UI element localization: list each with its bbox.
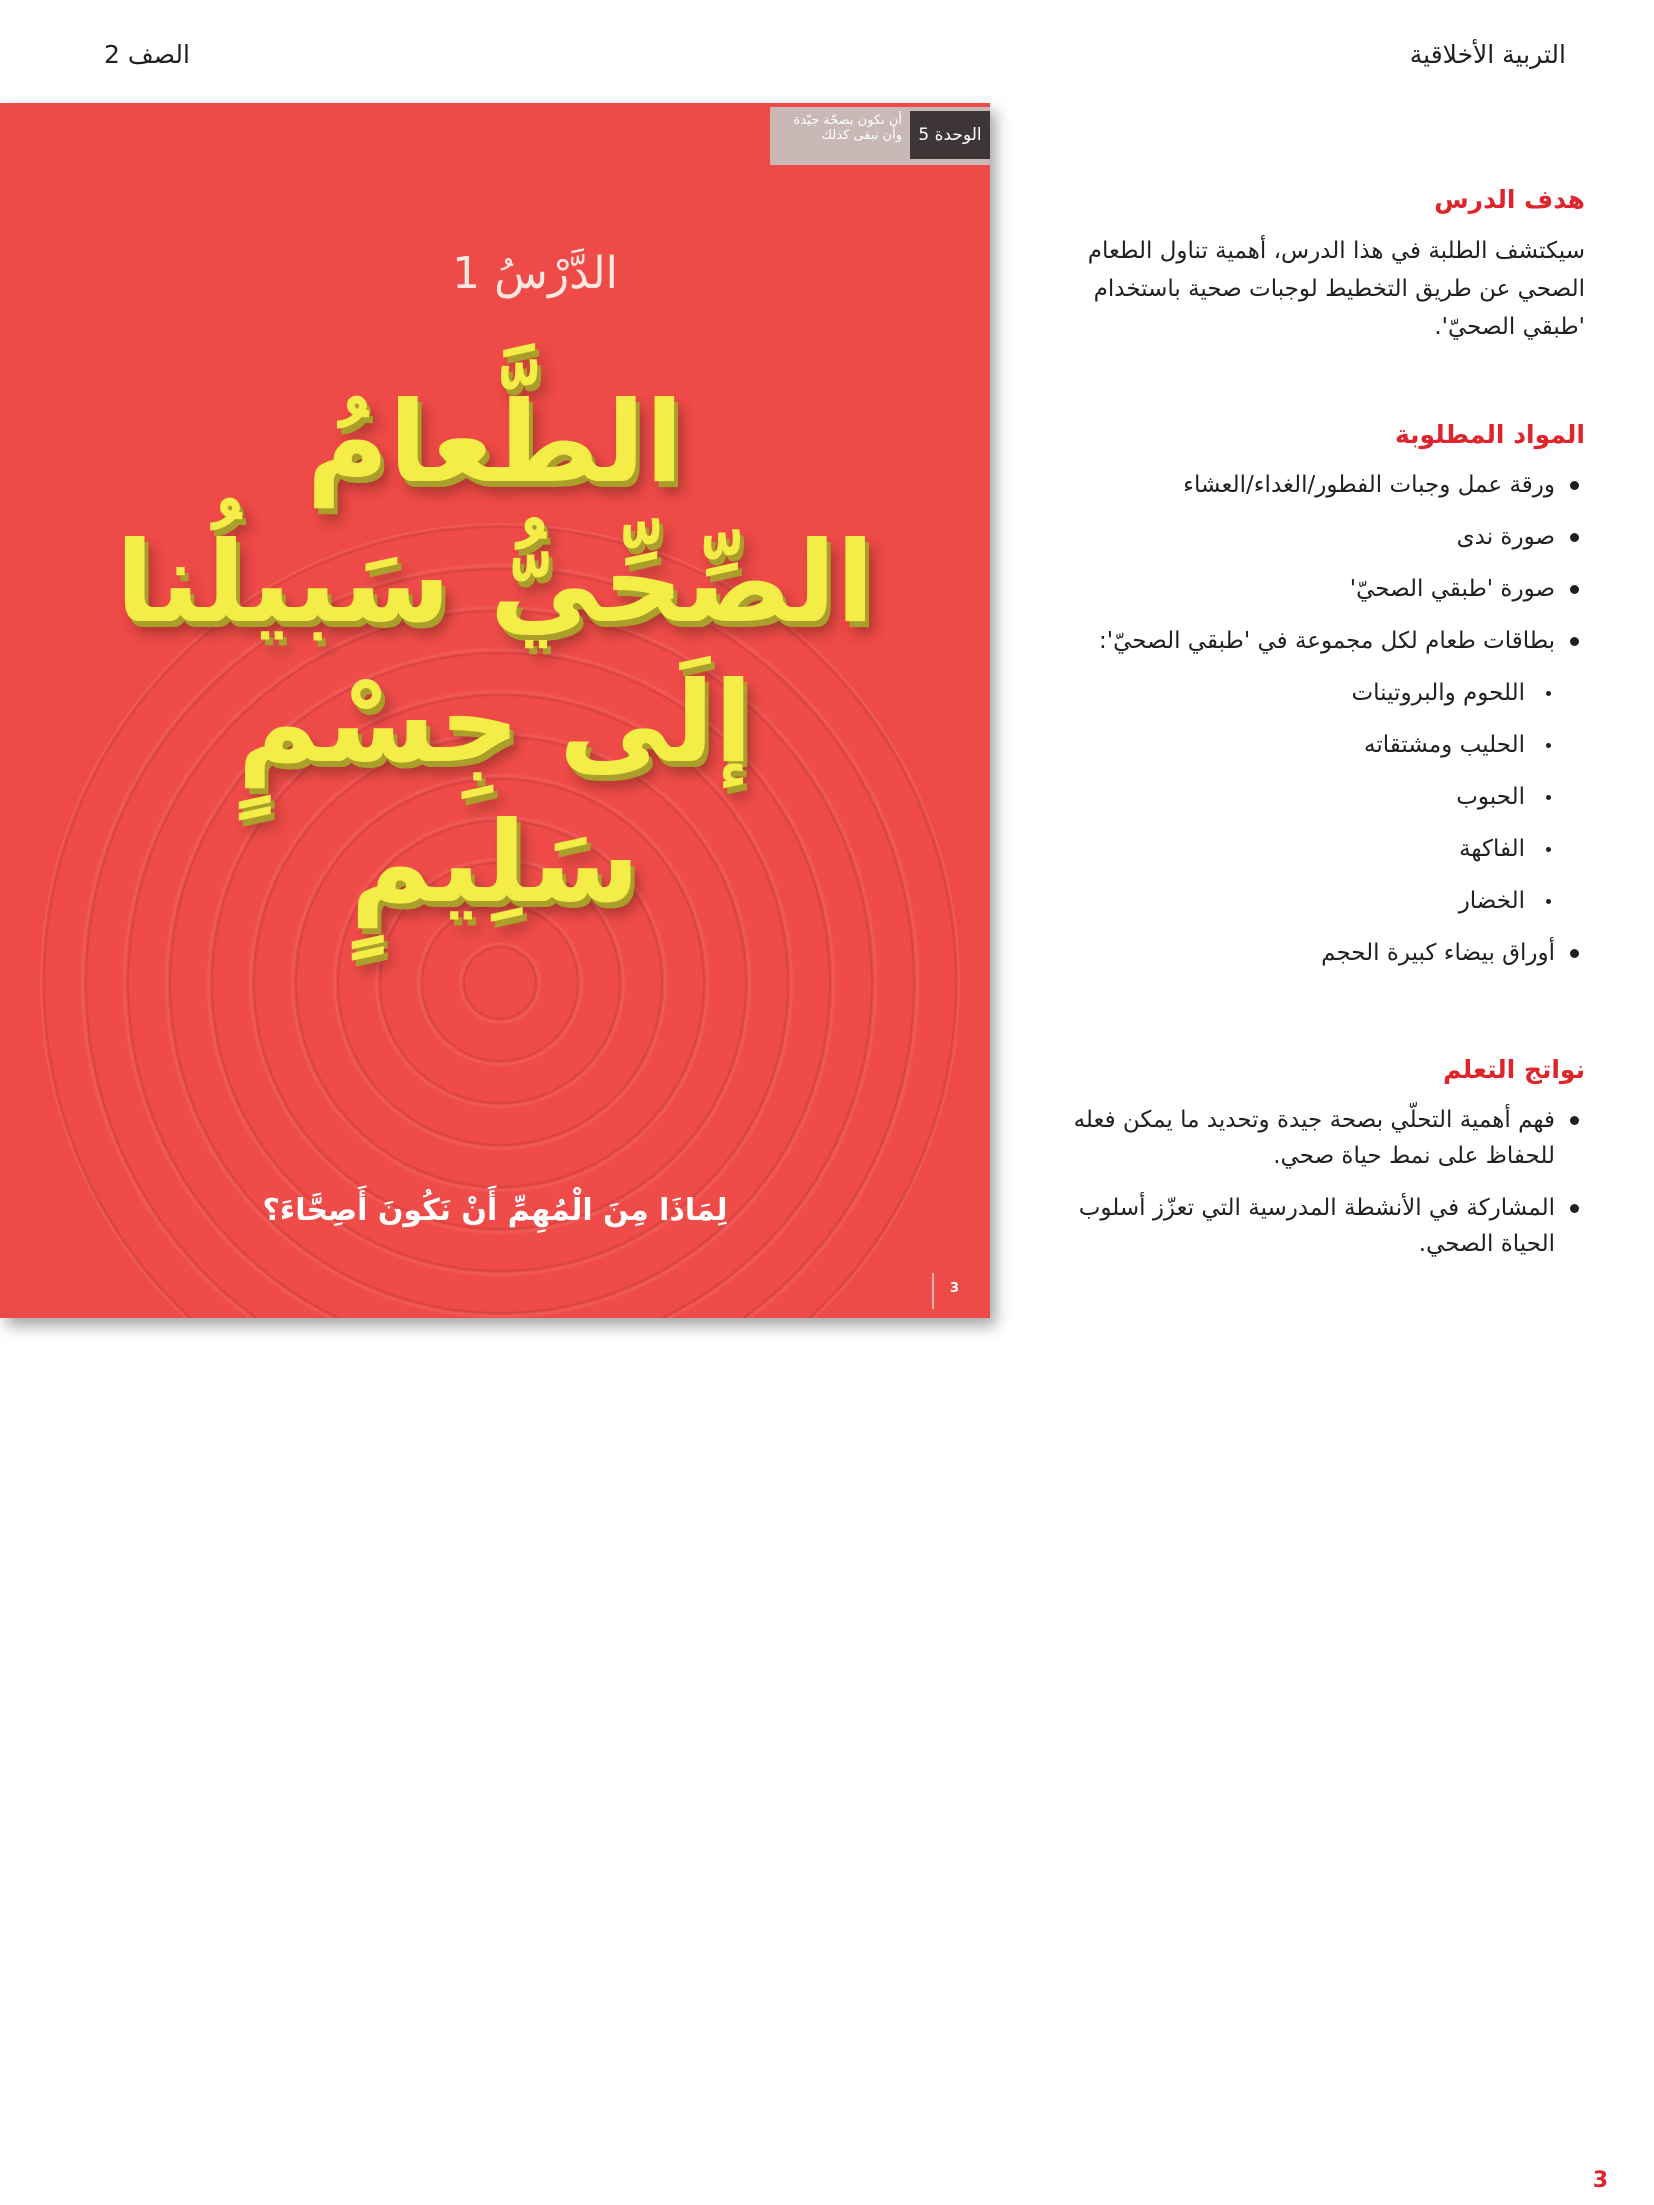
lesson-label: الدَّرْسُ 1: [452, 248, 618, 299]
materials-title: المواد المطلوبة: [1395, 420, 1585, 449]
list-item: صورة ندى: [1065, 519, 1585, 555]
lesson-cover-image: [0, 103, 990, 1318]
sub-list-item: الحليب ومشتقاته: [1065, 727, 1585, 763]
materials-list: [1065, 467, 1585, 971]
objective-section: [1065, 185, 1585, 346]
cover-page-number: 3: [950, 1281, 960, 1296]
sub-list-item: الفاكهة: [1065, 831, 1585, 867]
sub-list-item: اللحوم والبروتينات: [1065, 675, 1585, 711]
lesson-title-line: الطَّعامُ: [306, 378, 684, 508]
list-item: صورة 'طبقي الصحيّ': [1065, 571, 1585, 607]
outcomes-section: [1065, 1055, 1585, 1278]
unit-number: الوحدة 5: [910, 111, 990, 159]
lesson-question: لِمَاذَا مِنَ الْمُهِمِّ أَنْ نَكُونَ أَصِحَّاءَ؟: [262, 1193, 728, 1228]
lesson-title-line: سَلِيمٍ: [350, 798, 640, 928]
lesson-title-line: الصِّحِّيُّ سَبيلُنا: [115, 518, 875, 648]
list-item: ورقة عمل وجبات الفطور/الغداء/العشاء: [1065, 467, 1585, 503]
sub-list-item: الحبوب: [1065, 779, 1585, 815]
list-item: فهم أهمية التحلّي بصحة جيدة وتحديد ما يمكن فعله للحفاظ على نمط حياة صحي.: [1065, 1102, 1585, 1174]
lesson-title: [0, 373, 990, 933]
grade-header: الصف 2: [104, 40, 190, 69]
objective-title: هدف الدرس: [1434, 185, 1585, 214]
materials-section: [1065, 420, 1585, 987]
list-item: بطاقات طعام لكل مجموعة في 'طبقي الصحيّ':: [1065, 623, 1585, 659]
outcomes-title: نواتج التعلم: [1443, 1055, 1585, 1084]
unit-badge: [770, 107, 990, 165]
objective-text: سيكتشف الطلبة في هذا الدرس، أهمية تناول الطعام الصحي عن طريق التخطيط لوجبات صحية باستخدام 'طبقي الصحيّ'.: [1087, 238, 1585, 340]
list-item: المشاركة في الأنشطة المدرسية التي تعزّز أسلوب الحياة الصحي.: [1065, 1190, 1585, 1262]
list-item: أوراق بيضاء كبيرة الحجم: [1065, 935, 1585, 971]
page-divider: [932, 1273, 934, 1309]
unit-title: أن نكون بصحّة جيّدة وأن نبقى كذلك: [793, 113, 902, 143]
subject-header: التربية الأخلاقية: [1409, 40, 1566, 69]
lesson-title-line: إلَى جِسْمٍ: [237, 658, 753, 788]
sub-list-item: الخضار: [1065, 883, 1585, 919]
page-number: 3: [1592, 2168, 1608, 2193]
outcomes-list: [1065, 1102, 1585, 1262]
